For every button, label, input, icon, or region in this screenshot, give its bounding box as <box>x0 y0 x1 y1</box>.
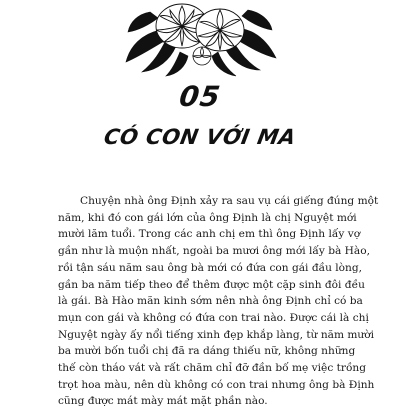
paragraph-line: gần ba năm tiếp theo để thêm được một cặp sinh đôi đều <box>58 278 365 291</box>
paragraph-line: gần như là muộn nhất, ngoài ba mươi ông mới lấy bà Hào, <box>58 245 370 258</box>
paragraph-line: năm, khi đó con gái lớn của ông Định là chị Nguyệt mới <box>58 211 357 224</box>
chapter-number: 05 <box>177 80 223 113</box>
paragraph-line: cũng được mát mày mát mặt phần nào. <box>58 395 268 408</box>
paragraph-line: là gái. Bà Hào mãn kinh sớm nên nhà ông Định chỉ có ba <box>58 295 363 308</box>
paragraph-line: ba mười bốn tuổi chị đã ra dáng thiếu nữ, không những <box>58 345 356 358</box>
chapter-body-paragraph <box>58 193 379 410</box>
paragraph-line: mười lăm tuổi. Trong các anh chị em thì ông Định lấy vợ <box>58 228 361 241</box>
paragraph-line: thế còn tháo vát và rất chăm chỉ đỡ đần bố mẹ việc trồng <box>58 362 367 375</box>
chapter-title: CÓ CON VỚI MA <box>102 125 298 149</box>
paragraph-line: trọt hoa màu, nên dù không có con trai nhưng ông bà Định <box>58 378 375 391</box>
chrysanthemum-ornament-icon <box>120 0 280 78</box>
paragraph-line: Nguyệt ngày ấy nổi tiếng xinh đẹp khắp làng, từ năm mười <box>58 328 375 341</box>
paragraph-line: mụn con gái và không có đứa con trai nào. Được cái là chị <box>58 311 369 324</box>
paragraph-line: rồi tận sáu năm sau ông bà mới có đứa con gái đầu lòng, <box>58 261 363 274</box>
paragraph-line: Chuyện nhà ông Định xảy ra sau vụ cái giếng đúng một <box>80 195 379 207</box>
